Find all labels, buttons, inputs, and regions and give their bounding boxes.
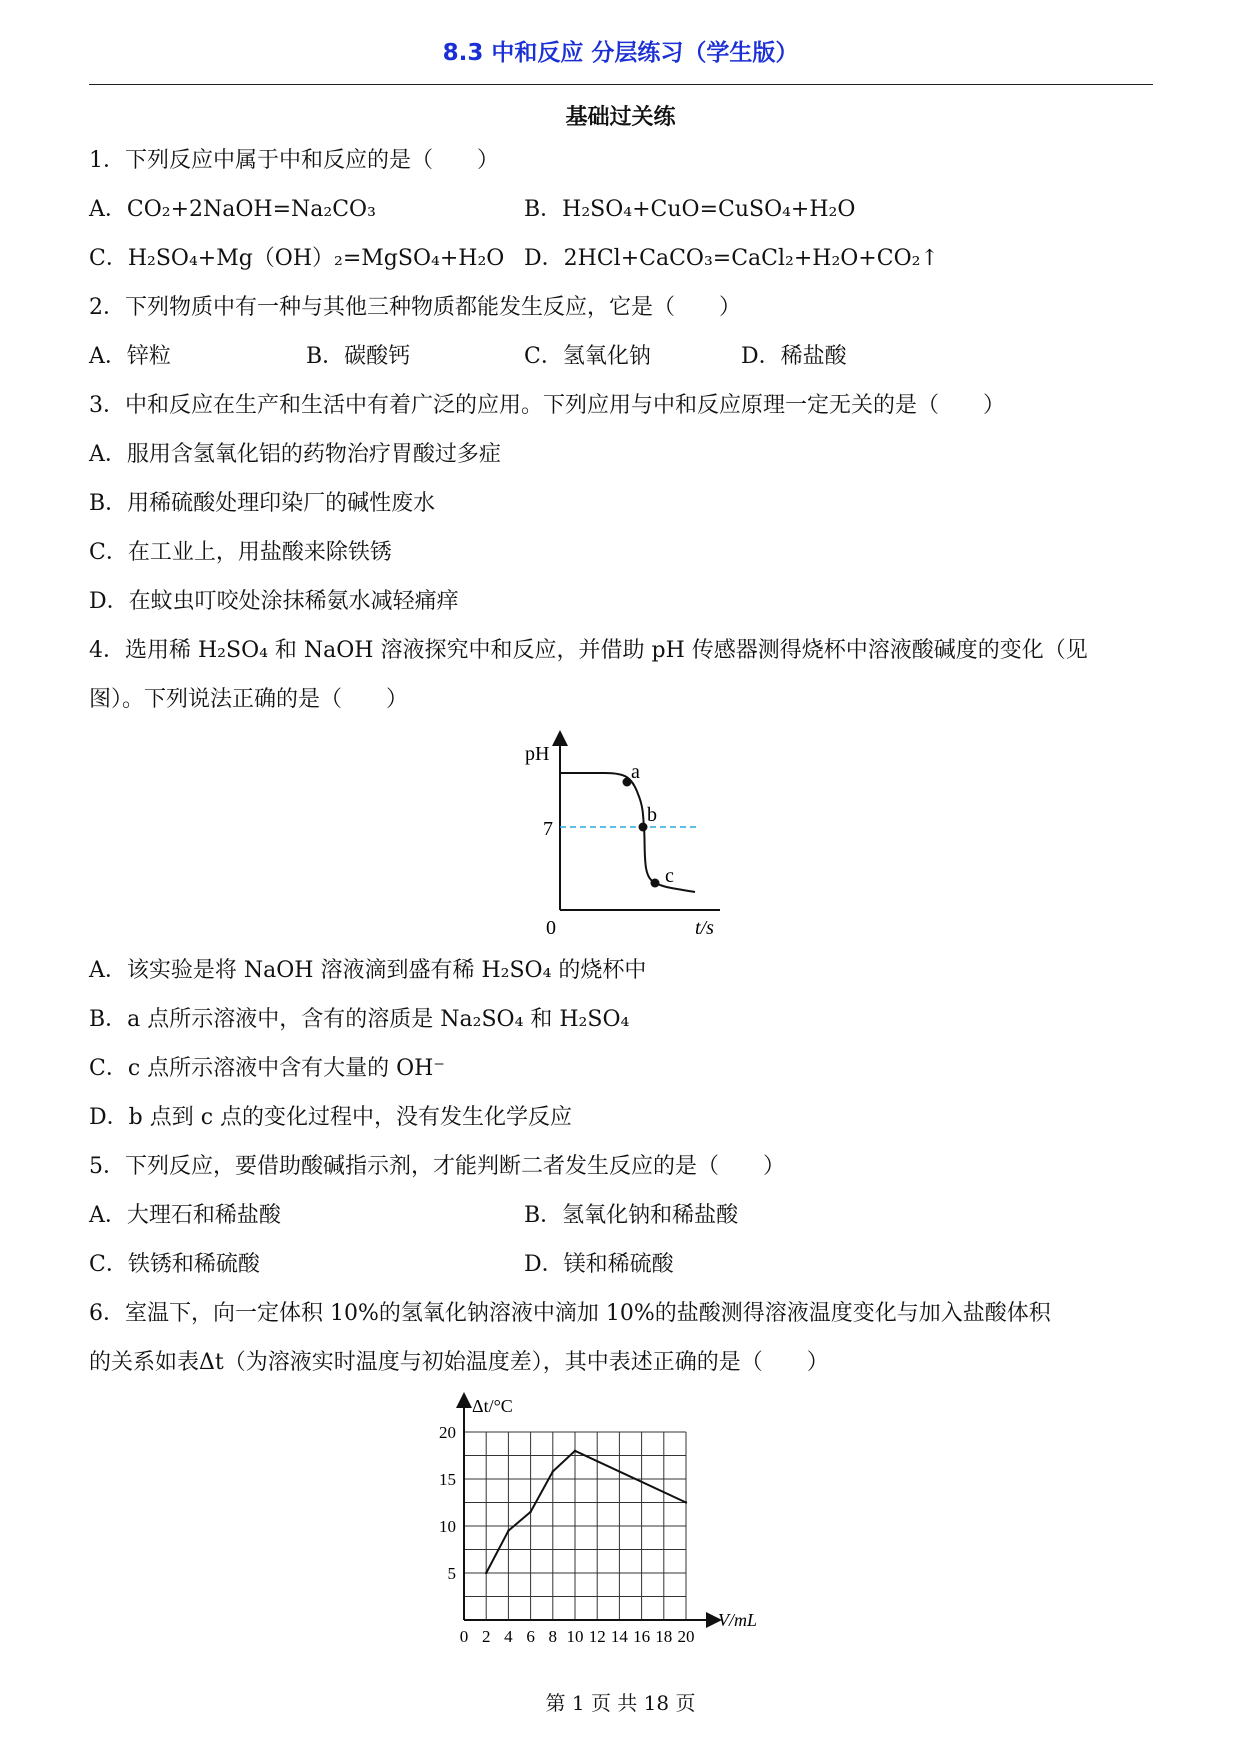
temp-data-point: [552, 1470, 554, 1472]
section-title: 基础过关练: [565, 105, 676, 130]
page-header: 8.3 中和反应 分层练习（学生版）: [442, 40, 799, 66]
x-tick-label: 18: [655, 1627, 673, 1646]
x-tick-label: 4: [504, 1627, 513, 1646]
y-tick-label: 5: [447, 1564, 456, 1583]
q4-option-a: A．该实验是将 NaOH 溶液滴到盛有稀 H₂SO₄ 的烧杯中: [89, 958, 647, 983]
temp-data-point: [685, 1501, 687, 1503]
temp-x-label: V/mL: [718, 1610, 758, 1630]
x-tick-label: 10: [566, 1627, 584, 1646]
q4-option-b: B．a 点所示溶液中，含有的溶质是 Na₂SO₄ 和 H₂SO₄: [89, 1007, 630, 1032]
x-tick-label: 20: [677, 1627, 695, 1646]
q4-stem-line2: 图）。下列说法正确的是（ ）: [89, 687, 409, 712]
temp-data-point: [529, 1511, 531, 1513]
q5-option-a: A．大理石和稀盐酸: [89, 1203, 281, 1228]
q6-stem-line1: 6．室温下，向一定体积 10%的氢氧化钠溶液中滴加 10%的盐酸测得溶液温度变化与加入盐酸体积: [89, 1301, 1051, 1326]
q1-option-a: A．CO₂+2NaOH=Na₂CO₃: [89, 197, 376, 222]
q4-stem-line1: 4．选用稀 H₂SO₄ 和 NaOH 溶液探究中和反应，并借助 pH 传感器测得烧杯中溶液酸碱度的变化（见: [89, 638, 1088, 663]
q1-stem: 1．下列反应中属于中和反应的是（ ）: [89, 148, 499, 173]
q2-option-d: D．稀盐酸: [741, 344, 847, 369]
q3-option-d: D．在蚊虫叮咬处涂抹稀氨水减轻痛痒: [89, 589, 459, 614]
q5-option-c: C．铁锈和稀硫酸: [89, 1252, 260, 1277]
q5-option-b: B．氢氧化钠和稀盐酸: [524, 1203, 739, 1228]
q2-option-b: B．碳酸钙: [306, 344, 411, 369]
temp-data-point: [507, 1530, 509, 1532]
q2-stem: 2．下列物质中有一种与其他三种物质都能发生反应，它是（ ）: [89, 295, 741, 320]
ph-x-label: t/s: [695, 917, 714, 939]
ph-y-label: pH: [525, 743, 550, 765]
ph-curve: [560, 773, 695, 892]
ph-point-c: [651, 879, 660, 888]
x-tick-label: 12: [588, 1627, 606, 1646]
ph-label-c: c: [665, 865, 674, 887]
q1-option-d: D．2HCl+CaCO₃=CaCl₂+H₂O+CO₂↑: [524, 246, 939, 271]
x-tick-label: 8: [548, 1627, 558, 1646]
y-tick-label: 10: [439, 1517, 456, 1536]
temp-data-point: [485, 1572, 487, 1574]
temperature-chart: [420, 1392, 820, 1657]
q1-option-c: C．H₂SO₄+Mg（OH）₂=MgSO₄+H₂O: [89, 246, 505, 271]
x-tick-label: 0: [459, 1627, 469, 1646]
y-tick-label: 15: [439, 1470, 456, 1489]
ph-y-tick-7: 7: [543, 818, 553, 840]
x-tick-label: 14: [610, 1627, 628, 1646]
x-tick-label: 6: [526, 1627, 535, 1646]
q4-option-d: D．b 点到 c 点的变化过程中，没有发生化学反应: [89, 1105, 573, 1130]
q3-stem: 3．中和反应在生产和生活中有着广泛的应用。下列应用与中和反应原理一定无关的是（ ）: [89, 393, 1006, 418]
ph-label-a: a: [631, 761, 640, 783]
q2-option-c: C．氢氧化钠: [524, 344, 651, 369]
q2-option-a: A．锌粒: [89, 344, 171, 369]
ph-label-b: b: [647, 804, 657, 826]
page-footer: 第 1 页 共 18 页: [545, 1691, 696, 1715]
q3-option-a: A．服用含氢氧化铝的药物治疗胃酸过多症: [89, 442, 501, 467]
temp-y-label: Δt/°C: [472, 1396, 513, 1416]
q5-option-d: D．镁和稀硫酸: [524, 1252, 674, 1277]
ph-chart: [510, 730, 740, 945]
q1-option-b: B．H₂SO₄+CuO=CuSO₄+H₂O: [524, 197, 856, 222]
q4-option-c: C．c 点所示溶液中含有大量的 OH⁻: [89, 1056, 445, 1081]
temp-data-point: [574, 1450, 576, 1452]
q3-option-b: B．用稀硫酸处理印染厂的碱性废水: [89, 491, 436, 516]
header-rule: [89, 84, 1153, 85]
x-tick-label: 16: [633, 1627, 651, 1646]
q3-option-c: C．在工业上，用盐酸来除铁锈: [89, 540, 392, 565]
ph-origin-label: 0: [546, 917, 556, 939]
q5-stem: 5．下列反应，要借助酸碱指示剂，才能判断二者发生反应的是（ ）: [89, 1154, 785, 1179]
y-tick-label: 20: [439, 1423, 456, 1442]
temp-series-line: [486, 1451, 686, 1573]
q6-stem-line2: 的关系如表Δt（为溶液实时温度与初始温度差），其中表述正确的是（ ）: [89, 1350, 829, 1375]
x-tick-label: 2: [481, 1627, 491, 1646]
